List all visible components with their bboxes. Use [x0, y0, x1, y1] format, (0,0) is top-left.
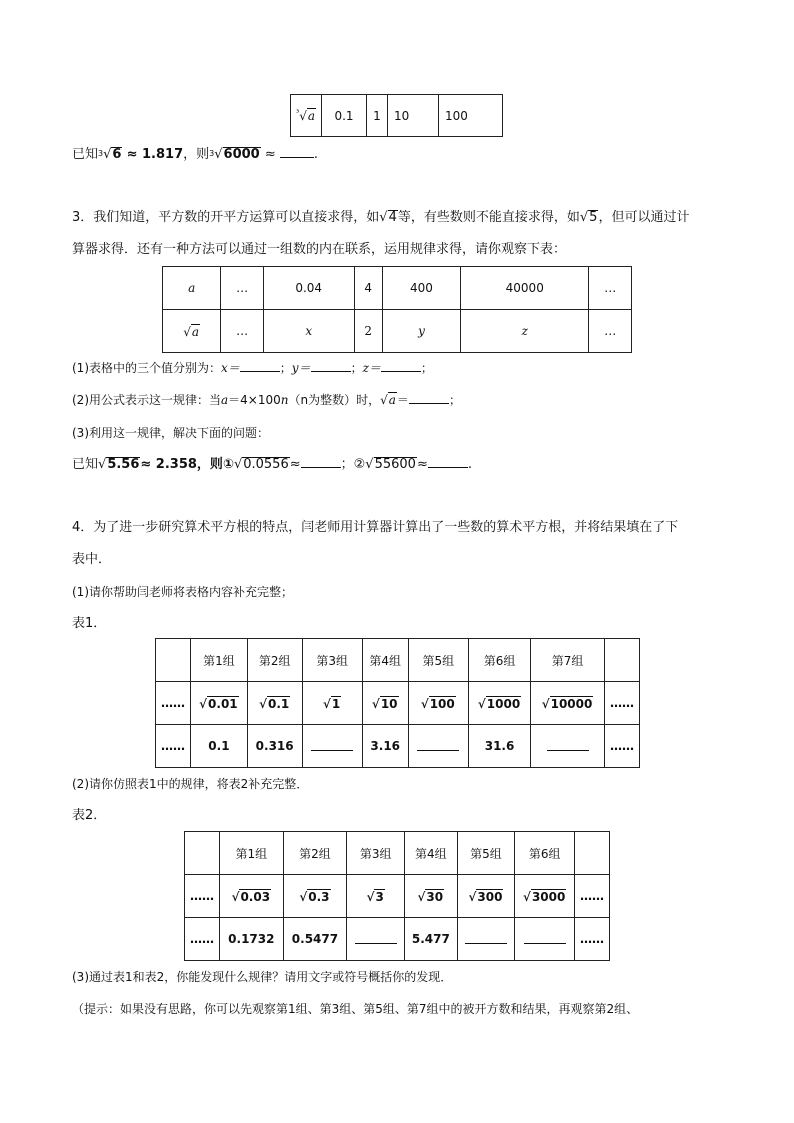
table-cell: 3.16 — [362, 725, 408, 768]
table2 — [184, 831, 610, 961]
answer-blank[interactable] — [311, 738, 353, 751]
table-header-cell: 第2组 — [283, 832, 347, 875]
table-cell: …… — [605, 725, 640, 768]
table-cell: √3000 — [515, 875, 575, 918]
answer-blank[interactable] — [428, 455, 468, 468]
table2-label: 表2． — [72, 808, 107, 823]
answer-blank[interactable] — [240, 359, 280, 372]
answer-blank[interactable] — [409, 391, 449, 404]
table-cell: …… — [575, 875, 610, 918]
q3-part3: (3)利用这一规律，解决下面的问题： — [72, 426, 269, 440]
table-cell: 0.1 — [322, 95, 367, 137]
answer-blank[interactable] — [355, 931, 397, 944]
q4-part3: (3)通过表1和表2，你能发现什么规律？请用文字或符号概括你的发现． — [72, 970, 453, 984]
table1-label: 表1． — [72, 616, 107, 631]
table-header-cell: 第6组 — [515, 832, 575, 875]
table-cell: … — [589, 310, 632, 353]
table-cell: 10 — [388, 95, 439, 137]
answer-blank[interactable] — [301, 455, 341, 468]
table-cell: …… — [156, 682, 191, 725]
table-cell: √0.1 — [247, 682, 302, 725]
table-header-cell: 第1组 — [191, 639, 248, 682]
table-cell: …… — [605, 682, 640, 725]
answer-blank[interactable] — [417, 738, 459, 751]
table-header-cell: 第2组 — [247, 639, 302, 682]
table-header-cell: 第4组 — [405, 832, 457, 875]
table-cell: √10000 — [531, 682, 605, 725]
table-cell: a — [163, 267, 221, 310]
q4-hint: （提示：如果没有思路，你可以先观察第1组、第3组、第5组、第7组中的被开方数和结果，再观察第2组、 — [72, 1002, 639, 1016]
table-cell: 40000 — [461, 267, 589, 310]
table-cell: …… — [575, 918, 610, 961]
table-header-cell: 第4组 — [362, 639, 408, 682]
table-cell: √0.01 — [191, 682, 248, 725]
table-cell: y — [382, 310, 460, 353]
table-cell: …… — [185, 875, 220, 918]
table-header-cell: 第5组 — [408, 639, 468, 682]
table-cell: √3 — [347, 875, 405, 918]
table-header-cell: 第6组 — [468, 639, 530, 682]
q3-table — [162, 266, 632, 353]
q3-part1: (1)表格中的三个值分别为：x＝ ；y＝ ；z＝ ； — [72, 361, 433, 375]
table-cell: √1 — [302, 682, 362, 725]
table-cell: √0.03 — [220, 875, 284, 918]
table-header-cell: 第7组 — [531, 639, 605, 682]
table-cell — [408, 725, 468, 768]
table-cell — [185, 832, 220, 875]
table-cell: … — [221, 310, 264, 353]
table-cell: 400 — [382, 267, 460, 310]
table-cell: 0.1 — [191, 725, 248, 768]
table-cell: … — [589, 267, 632, 310]
table-cell: √10 — [362, 682, 408, 725]
cube-root-header: $^{^3}$√a — [291, 95, 322, 137]
q4-part1: (1)请你帮助闫老师将表格内容补充完整； — [72, 585, 293, 599]
q3-part2: (2)用公式表示这一规律：当a＝4×100n（n为整数）时，√a＝ ； — [72, 393, 461, 407]
q3-part3-problem: 已知√5.56≈ 2.358，则①√0.0556≈ ；②√55600≈ . — [72, 457, 472, 472]
table-cell: √0.3 — [283, 875, 347, 918]
table-cell: 4 — [354, 267, 382, 310]
table-cell: 31.6 — [468, 725, 530, 768]
table-header-cell: 第3组 — [302, 639, 362, 682]
table-cell: 1 — [367, 95, 388, 137]
table-cell: 0.1732 — [220, 918, 284, 961]
table-cell: …… — [185, 918, 220, 961]
q4-intro-line1: 4．为了进一步研究算术平方根的特点，闫老师用计算器计算出了一些数的算术平方根，并将结果填在了下 — [72, 520, 679, 535]
table-header-cell: 第1组 — [220, 832, 284, 875]
table-header-cell: 第5组 — [457, 832, 515, 875]
table-cell — [515, 918, 575, 961]
known-cube-root-line: 已知$^3$√6 ≈ 1.817，则$^3$√6000 ≈ . — [72, 147, 319, 162]
answer-blank[interactable] — [381, 359, 421, 372]
table-cell: z — [461, 310, 589, 353]
table-cell: 0.316 — [247, 725, 302, 768]
table-cell — [605, 639, 640, 682]
table-cell — [156, 639, 191, 682]
table-cell — [575, 832, 610, 875]
table-cell: 0.04 — [263, 267, 354, 310]
answer-blank[interactable] — [280, 145, 314, 158]
q3-intro-line2: 算器求得．还有一种方法可以通过一组数的内在联系，运用规律求得，请你观察下表： — [72, 242, 567, 257]
table-cell: … — [221, 267, 264, 310]
answer-blank[interactable] — [465, 931, 507, 944]
table-cell — [531, 725, 605, 768]
table-cell: x — [263, 310, 354, 353]
answer-blank[interactable] — [547, 738, 589, 751]
answer-blank[interactable] — [311, 359, 351, 372]
q4-intro-line2: 表中． — [72, 552, 112, 567]
table-cell: 100 — [439, 95, 503, 137]
table-cell: √30 — [405, 875, 457, 918]
table-cell — [457, 918, 515, 961]
table-cell: √300 — [457, 875, 515, 918]
table-cell: √100 — [408, 682, 468, 725]
cube-root-table — [290, 94, 503, 137]
table-cell: √1000 — [468, 682, 530, 725]
table-cell — [302, 725, 362, 768]
table-cell: √a — [163, 310, 221, 353]
table1 — [155, 638, 640, 768]
table-header-cell: 第3组 — [347, 832, 405, 875]
q3-intro-line1: 3．我们知道，平方数的开平方运算可以直接求得，如√4等，有些数则不能直接求得，如√5，但可以通过计 — [72, 210, 690, 225]
table-cell: 0.5477 — [283, 918, 347, 961]
answer-blank[interactable] — [524, 931, 566, 944]
table-cell — [347, 918, 405, 961]
table-cell: 5.477 — [405, 918, 457, 961]
q4-part2: (2)请你仿照表1中的规律，将表2补充完整． — [72, 777, 309, 791]
table-cell: …… — [156, 725, 191, 768]
table-cell: 2 — [354, 310, 382, 353]
